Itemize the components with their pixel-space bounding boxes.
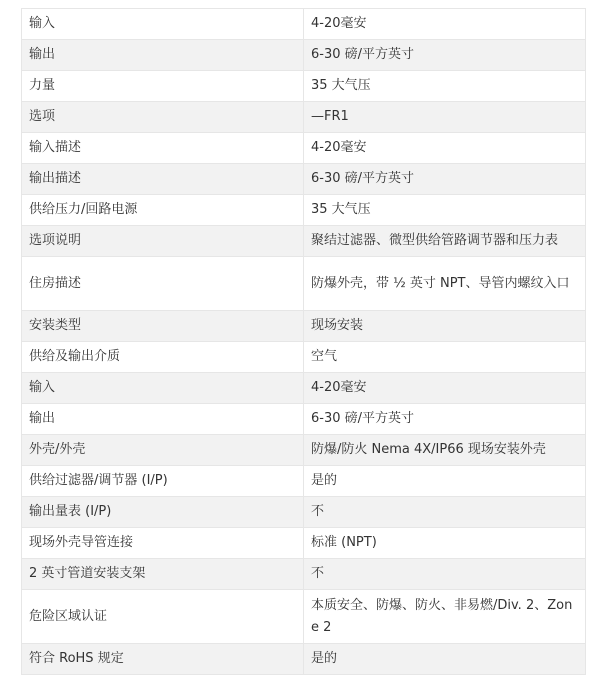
- spec-label: 安装类型: [22, 311, 304, 342]
- spec-label: 2 英寸管道安装支架: [22, 559, 304, 590]
- spec-label: 输出描述: [22, 164, 304, 195]
- table-row: [22, 102, 586, 133]
- table-row: [22, 373, 586, 404]
- spec-value: 空气: [304, 342, 586, 373]
- spec-value: 防爆/防火 Nema 4X/IP66 现场安装外壳: [304, 435, 586, 466]
- spec-label: 输出: [22, 404, 304, 435]
- table-row: [22, 311, 586, 342]
- table-row: [22, 435, 586, 466]
- spec-label: 输出: [22, 40, 304, 71]
- spec-value: 防爆外壳，带 ½ 英寸 NPT、导管内螺纹入口: [304, 257, 586, 311]
- spec-value: 6-30 磅/平方英寸: [304, 164, 586, 195]
- spec-value: 4-20毫安: [304, 9, 586, 40]
- specification-table: [21, 8, 586, 675]
- spec-value: 现场安装: [304, 311, 586, 342]
- table-row: [22, 590, 586, 644]
- spec-label: 选项说明: [22, 226, 304, 257]
- spec-value: 6-30 磅/平方英寸: [304, 40, 586, 71]
- table-row: [22, 404, 586, 435]
- spec-value: 是的: [304, 466, 586, 497]
- spec-label: 住房描述: [22, 257, 304, 311]
- spec-value: 6-30 磅/平方英寸: [304, 404, 586, 435]
- spec-value: 35 大气压: [304, 71, 586, 102]
- spec-value: —FR1: [304, 102, 586, 133]
- spec-label: 输入描述: [22, 133, 304, 164]
- table-row: [22, 133, 586, 164]
- spec-value: 4-20毫安: [304, 133, 586, 164]
- spec-label: 外壳/外壳: [22, 435, 304, 466]
- spec-label: 选项: [22, 102, 304, 133]
- table-row: [22, 528, 586, 559]
- table-row: [22, 257, 586, 311]
- table-row: [22, 342, 586, 373]
- spec-label: 供给过滤器/调节器 (I/P): [22, 466, 304, 497]
- spec-value: 本质安全、防爆、防火、非易燃/Div. 2、Zone 2: [304, 590, 586, 644]
- spec-label: 输出量表 (I/P): [22, 497, 304, 528]
- table-row: [22, 497, 586, 528]
- spec-label: 供给压力/回路电源: [22, 195, 304, 226]
- specification-table-body: [22, 9, 586, 675]
- table-row: [22, 164, 586, 195]
- spec-label: 危险区域认证: [22, 590, 304, 644]
- table-row: [22, 71, 586, 102]
- spec-value: 标准 (NPT): [304, 528, 586, 559]
- table-row: [22, 226, 586, 257]
- spec-value: 4-20毫安: [304, 373, 586, 404]
- spec-value: 不: [304, 559, 586, 590]
- spec-value: 是的: [304, 644, 586, 675]
- spec-value: 不: [304, 497, 586, 528]
- spec-value: 聚结过滤器、微型供给管路调节器和压力表: [304, 226, 586, 257]
- table-row: [22, 9, 586, 40]
- spec-label: 输入: [22, 9, 304, 40]
- spec-label: 符合 RoHS 规定: [22, 644, 304, 675]
- spec-label: 现场外壳导管连接: [22, 528, 304, 559]
- spec-label: 供给及输出介质: [22, 342, 304, 373]
- spec-value: 35 大气压: [304, 195, 586, 226]
- table-row: [22, 559, 586, 590]
- table-row: [22, 195, 586, 226]
- table-row: [22, 40, 586, 71]
- spec-label: 力量: [22, 71, 304, 102]
- table-row: [22, 644, 586, 675]
- table-row: [22, 466, 586, 497]
- spec-label: 输入: [22, 373, 304, 404]
